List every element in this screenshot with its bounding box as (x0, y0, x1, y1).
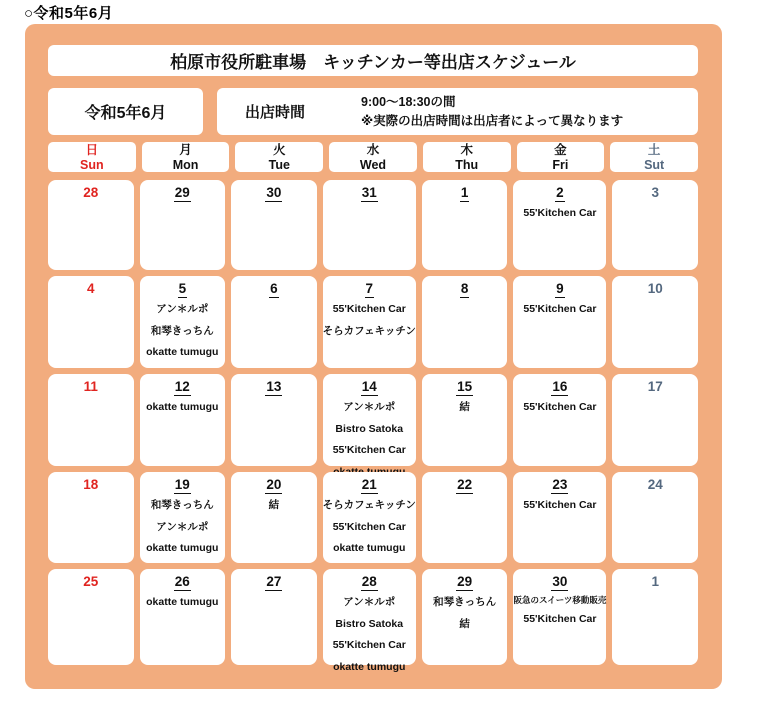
day-cell (323, 472, 416, 563)
day-number-row (48, 280, 134, 298)
vendor-label: 結 (268, 499, 280, 511)
day-number: 2 (556, 185, 564, 200)
day-number-row (323, 573, 416, 591)
day-cell (140, 472, 226, 563)
day-number: 30 (552, 574, 568, 589)
day-number-row (422, 378, 508, 396)
day-number: 28 (361, 574, 377, 589)
day-number-row (422, 476, 508, 494)
day-number: 21 (361, 477, 377, 492)
weekday-en-label: Sut (644, 157, 665, 172)
weekday-jp-label: 日 (85, 143, 99, 157)
vendor-label: Bistro Satoka (335, 617, 404, 630)
vendor-list (140, 592, 226, 614)
day-number-row (513, 476, 606, 494)
day-number: 3 (651, 185, 659, 200)
weekday-en-label: Wed (359, 157, 387, 172)
day-number: 19 (174, 477, 190, 492)
vendor-label: 55'Kitchen Car (332, 639, 406, 652)
opening-hours-range: 9:00～18:30の間 (361, 94, 456, 109)
day-number-row (513, 573, 606, 591)
day-number-row (140, 476, 226, 494)
weekday-header-tue (235, 142, 323, 172)
day-cell (422, 569, 508, 665)
vendor-label: okatte tumugu (333, 542, 406, 555)
vendor-list (323, 495, 416, 560)
day-number: 17 (647, 379, 663, 394)
month-label: 令和5年6月 (84, 105, 167, 122)
day-number: 8 (460, 281, 469, 296)
vendor-list (513, 397, 606, 419)
day-number: 30 (266, 185, 282, 200)
day-cell (48, 374, 134, 466)
vendor-label: 阪急のスイーツ移動販売 (513, 595, 607, 605)
calendar-panel (25, 24, 722, 689)
day-number: 25 (83, 574, 99, 589)
day-cell (140, 180, 226, 270)
schedule-title: 柏原市役所駐車場 キッチンカー等出店スケジュール (170, 53, 576, 72)
day-cell (612, 180, 698, 270)
weekday-header-fri (517, 142, 605, 172)
day-number: 26 (174, 574, 190, 589)
day-number: 20 (266, 477, 282, 492)
day-cell (513, 180, 606, 270)
day-number: 9 (556, 281, 564, 296)
day-number-row (323, 476, 416, 494)
day-cell (513, 374, 606, 466)
day-number: 10 (647, 281, 663, 296)
vendor-list (513, 203, 606, 225)
vendor-label: アン＊ルポ (156, 520, 209, 533)
day-cell (422, 374, 508, 466)
day-number: 12 (174, 379, 190, 394)
day-number: 14 (361, 379, 377, 394)
day-cell (48, 569, 134, 665)
day-number-row (48, 184, 134, 202)
vendor-label: 55'Kitchen Car (523, 303, 597, 315)
day-cell (422, 472, 508, 563)
vendor-list (422, 397, 508, 419)
day-number: 29 (174, 185, 190, 200)
day-number: 13 (266, 379, 282, 394)
day-number: 16 (552, 379, 568, 394)
day-cell (140, 276, 226, 368)
day-number: 27 (266, 574, 282, 589)
weekday-header-mon (142, 142, 230, 172)
weekday-jp-label: 火 (273, 143, 286, 157)
day-number-row (48, 573, 134, 591)
opening-hours-box (217, 88, 698, 135)
vendor-list (323, 299, 416, 342)
vendor-label: okatte tumugu (146, 401, 219, 413)
vendor-label: アン＊ルポ (343, 401, 396, 413)
day-number-row (612, 184, 698, 202)
calendar-grid (48, 180, 698, 673)
day-number-row (48, 378, 134, 396)
day-cell (513, 472, 606, 563)
vendor-label: 55'Kitchen Car (523, 613, 597, 626)
vendor-label: 55'Kitchen Car (332, 520, 406, 533)
weekday-jp-label: 金 (554, 143, 567, 157)
day-cell (422, 180, 508, 270)
day-number-row (140, 378, 226, 396)
day-cell (612, 569, 698, 665)
vendor-label: そらカフェキッチン (322, 324, 416, 337)
vendor-label: okatte tumugu (333, 660, 406, 673)
day-number-row (612, 280, 698, 298)
day-number: 22 (457, 477, 473, 492)
day-number-row (323, 184, 416, 202)
day-number-row (612, 573, 698, 591)
schedule-title-bar (48, 45, 698, 76)
day-number-row (422, 573, 508, 591)
weekday-header-thu (423, 142, 511, 172)
day-cell (231, 374, 317, 466)
page-heading: ○令和5年6月 (24, 5, 114, 22)
vendor-label: アン＊ルポ (156, 303, 209, 315)
day-cell (323, 276, 416, 368)
day-cell (48, 472, 134, 563)
day-number-row (231, 476, 317, 494)
day-cell (612, 374, 698, 466)
day-number-row (231, 573, 317, 591)
weekday-header-sun (48, 142, 136, 172)
opening-hours-label: 出店時間 (245, 104, 306, 121)
vendor-list (513, 592, 606, 631)
vendor-label: Bistro Satoka (335, 422, 404, 435)
vendor-label: 55'Kitchen Car (332, 303, 406, 315)
vendor-label: 和琴きっちん (433, 596, 497, 608)
day-number: 1 (460, 185, 469, 200)
vendor-list (513, 299, 606, 321)
vendor-label: 和琴きっちん (150, 499, 214, 511)
weekday-en-label: Tue (268, 157, 290, 172)
day-number-row (231, 378, 317, 396)
opening-hours-text (361, 93, 623, 131)
day-number-row (422, 280, 508, 298)
vendor-label: 55'Kitchen Car (332, 444, 406, 457)
weekday-jp-label: 月 (179, 143, 192, 157)
day-number-row (513, 184, 606, 202)
weekday-jp-label: 土 (647, 143, 661, 157)
day-cell (231, 569, 317, 665)
day-number-row (140, 184, 226, 202)
day-number-row (140, 280, 226, 298)
vendor-list (140, 495, 226, 560)
weekday-header-sut (610, 142, 698, 172)
day-cell (140, 374, 226, 466)
day-number-row (513, 378, 606, 396)
vendor-list (140, 299, 226, 364)
vendor-list (422, 592, 508, 635)
day-number-row (612, 476, 698, 494)
day-cell (231, 180, 317, 270)
day-number: 23 (552, 477, 568, 492)
day-number-row (323, 378, 416, 396)
day-number: 18 (83, 477, 99, 492)
day-number-row (323, 280, 416, 298)
vendor-label: 結 (459, 401, 470, 413)
vendor-list (513, 495, 606, 517)
vendor-list (323, 592, 416, 678)
day-number: 28 (83, 185, 99, 200)
day-number-row (231, 184, 317, 202)
vendor-label: 55'Kitchen Car (523, 401, 597, 413)
day-number: 5 (178, 281, 187, 296)
vendor-list (323, 397, 416, 483)
weekday-en-label: Sun (80, 157, 104, 172)
vendor-label: そらカフェキッチン (322, 499, 416, 511)
day-number-row (231, 280, 317, 298)
month-label-box (48, 88, 203, 135)
day-cell (48, 180, 134, 270)
day-cell (612, 276, 698, 368)
day-number-row (612, 378, 698, 396)
vendor-list (231, 495, 317, 517)
day-cell (513, 276, 606, 368)
weekday-header-wed (329, 142, 417, 172)
weekday-jp-label: 木 (460, 143, 473, 157)
day-cell (612, 472, 698, 563)
day-cell (513, 569, 606, 665)
vendor-label: 55'Kitchen Car (523, 499, 597, 511)
day-number: 6 (270, 281, 278, 296)
day-cell (323, 569, 416, 673)
vendor-label: アン＊ルポ (343, 596, 396, 608)
vendor-list (140, 397, 226, 419)
vendor-label: okatte tumugu (146, 542, 219, 555)
day-number: 1 (651, 574, 659, 589)
opening-hours-note: ※実際の出店時間は出店者によって異なります (361, 113, 624, 128)
day-number: 29 (457, 574, 473, 589)
vendor-label: 和琴きっちん (150, 324, 214, 337)
day-cell (323, 180, 416, 270)
day-number-row (422, 184, 508, 202)
day-cell (323, 374, 416, 466)
day-number: 11 (83, 379, 98, 394)
weekday-jp-label: 水 (366, 143, 380, 157)
day-number-row (140, 573, 226, 591)
day-number: 7 (365, 281, 374, 296)
day-number-row (48, 476, 134, 494)
weekday-en-label: Thu (455, 157, 479, 172)
day-number: 15 (457, 379, 473, 394)
vendor-label: okatte tumugu (146, 346, 219, 359)
weekday-en-label: Fri (552, 157, 569, 172)
day-cell (48, 276, 134, 368)
weekday-en-label: Mon (172, 157, 199, 172)
day-number: 4 (87, 281, 95, 296)
day-cell (231, 472, 317, 563)
day-number-row (513, 280, 606, 298)
day-cell (231, 276, 317, 368)
vendor-label: 結 (459, 617, 470, 630)
vendor-label: 55'Kitchen Car (523, 207, 597, 219)
day-cell (422, 276, 508, 368)
vendor-label: okatte tumugu (146, 596, 219, 608)
day-number: 31 (361, 185, 377, 200)
weekday-header-row (48, 142, 698, 172)
day-cell (140, 569, 226, 665)
day-number: 24 (647, 477, 663, 492)
